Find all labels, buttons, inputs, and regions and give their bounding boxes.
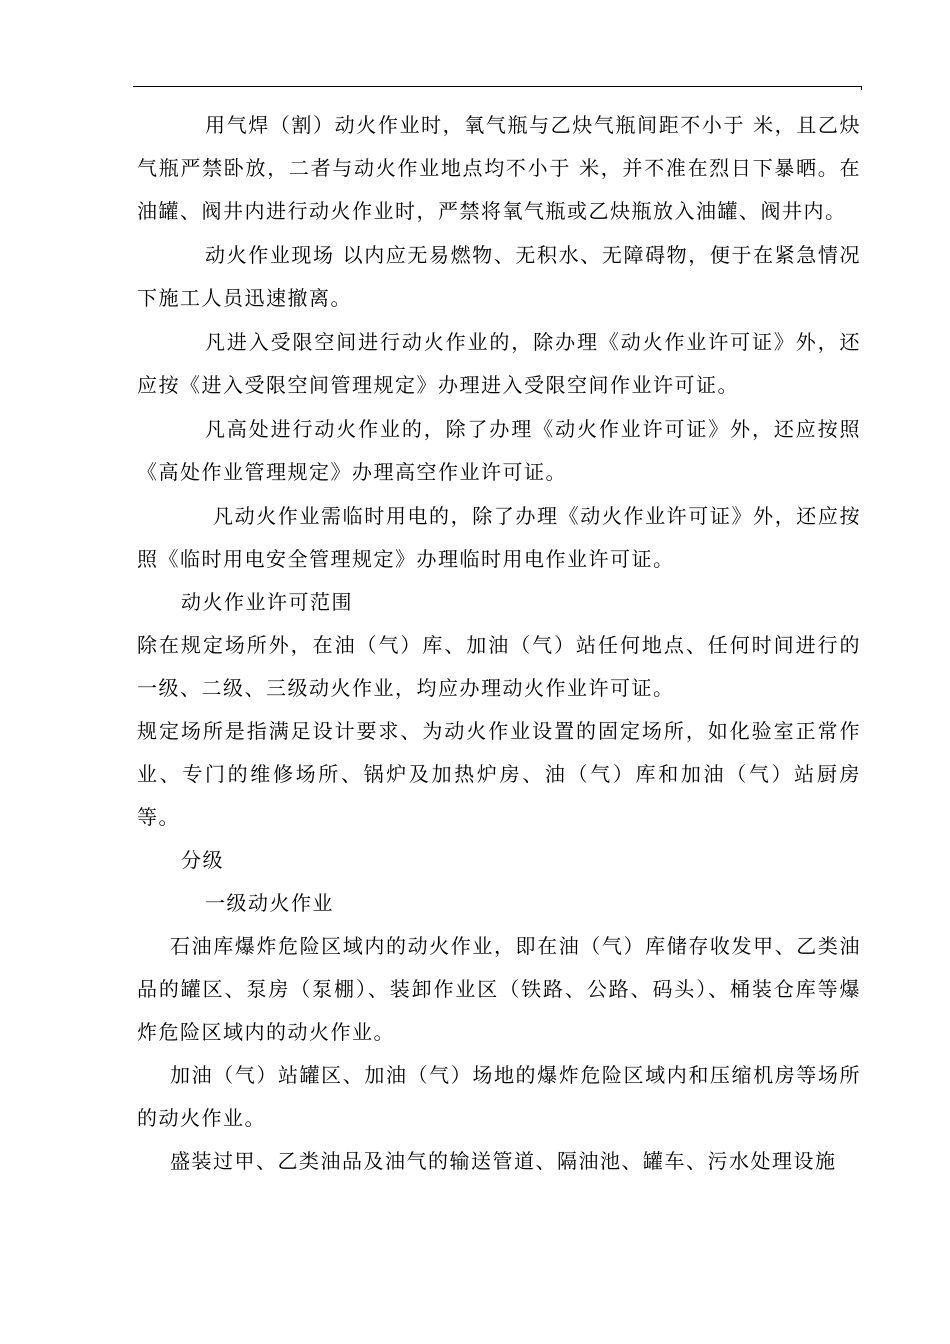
paragraph-work-at-height: 凡高处进行动火作业的，除了办理《动火作业许可证》外，还应按照《高处作业管理规定》办理高空作业许可证。	[137, 417, 861, 484]
paragraph-confined-space: 凡进入受限空间进行动火作业的，除办理《动火作业许可证》外，还应按《进入受限空间管理规定》办理进入受限空间作业许可证。	[137, 330, 861, 397]
paragraph-permit-scope: 除在规定场所外，在油（气）库、加油（气）站任何地点、任何时间进行的一级、二级、三级动火作业，均应办理动火作业许可证。	[137, 633, 861, 700]
header-rule	[133, 86, 862, 87]
document-body	[137, 104, 861, 1183]
paragraph-temporary-power: 凡动火作业需临时用电的，除了办理《动火作业许可证》外，还应按照《临时用电安全管理规定》办理临时用电作业许可证。	[137, 504, 861, 571]
header-rule-tick	[861, 86, 862, 90]
paragraph-pipelines: 盛装过甲、乙类油品及油气的输送管道、隔油池、罐车、污水处理设施	[170, 1149, 837, 1173]
paragraph-gas-station-hazard: 加油（气）站罐区、加油（气）场地的爆炸危险区域内和压缩机房等场所的动火作业。	[137, 1063, 861, 1130]
paragraph-oil-depot-hazard: 石油库爆炸危险区域内的动火作业，即在油（气）库储存收发甲、乙类油品的罐区、泵房（泵棚）、装卸作业区（铁路、公路、码头）、桶装仓库等爆炸危险区域内的动火作业。	[137, 934, 861, 1044]
heading-classification: 分级	[181, 848, 224, 872]
paragraph-gas-cylinder-spacing: 用气焊（割）动火作业时，氧气瓶与乙炔气瓶间距不小于 米，且乙炔气瓶严禁卧放，二者与动火作业地点均不小于 米，并不准在烈日下暴晒。在油罐、阀井内进行动火作业时，严禁将氧气瓶或乙炔瓶放入油罐、阀井内。	[137, 113, 861, 223]
paragraph-site-clearance: 动火作业现场 以内应无易燃物、无积水、无障碍物，便于在紧急情况下施工人员迅速撤离。	[137, 243, 861, 310]
paragraph-designated-sites: 规定场所是指满足设计要求、为动火作业设置的固定场所，如化验室正常作业、专门的维修场所、锅炉及加热炉房、油（气）库和加油（气）站厨房等。	[137, 719, 861, 829]
heading-level-one: 一级动火作业	[205, 891, 334, 915]
heading-permit-scope: 动火作业许可范围	[181, 590, 353, 614]
